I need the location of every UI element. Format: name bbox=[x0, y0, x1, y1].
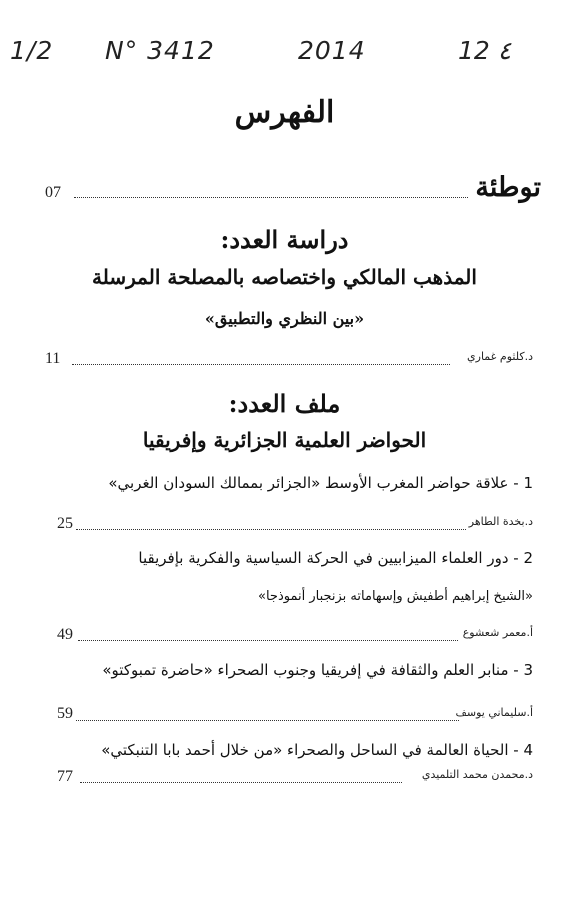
handwritten-number: N° 3412 bbox=[105, 36, 215, 65]
study-author: د.كلثوم غماري bbox=[467, 350, 533, 363]
dossier-entry-1-author: د.بخدة الطاهر bbox=[468, 515, 533, 528]
intro-leader bbox=[74, 197, 468, 198]
dossier-entry-1-page-number: 25 bbox=[57, 515, 73, 532]
handwritten-issue-no: 12 ٤ bbox=[458, 36, 512, 65]
dossier-entry-1-leader bbox=[76, 529, 466, 530]
handwritten-year: 2014 bbox=[298, 36, 366, 65]
dossier-entry-4-title: 4 - الحياة العالمة في الساحل والصحراء «من خلال أحمد بابا التنبكتي» bbox=[101, 741, 533, 759]
dossier-section-label: ملف العدد: bbox=[228, 389, 341, 418]
dossier-entry-2-subtitle: «الشيخ إبراهيم أطفيش وإسهاماته بزنجبار أنموذجا» bbox=[258, 589, 533, 604]
dossier-entry-2-title: 2 - دور العلماء الميزابيين في الحركة السياسية والفكرية بإفريقيا bbox=[138, 549, 533, 567]
handwritten-issue-fraction: 1/2 bbox=[10, 36, 54, 65]
study-section-label: دراسة العدد: bbox=[220, 225, 349, 254]
study-subtitle: «بين النظري والتطبيق» bbox=[204, 309, 365, 328]
intro-page-number: 07 bbox=[45, 184, 61, 201]
study-page-number: 11 bbox=[45, 350, 61, 367]
page-title: الفهرس bbox=[234, 95, 335, 130]
study-title: المذهب المالكي واختصاصه بالمصلحة المرسلة bbox=[92, 265, 477, 289]
dossier-entry-3-author: أ.سليماني يوسف bbox=[455, 706, 533, 719]
dossier-entry-2-leader bbox=[78, 640, 458, 641]
dossier-entry-3-title: 3 - منابر العلم والثقافة في إفريقيا وجنوب الصحراء «حاضرة تمبوكتو» bbox=[102, 661, 533, 679]
dossier-entry-3-page-number: 59 bbox=[57, 705, 73, 722]
dossier-entry-1-title: 1 - علاقة حواضر المغرب الأوسط «الجزائر بممالك السودان الغربي» bbox=[108, 474, 533, 492]
intro-label: توطئة bbox=[475, 172, 541, 203]
dossier-title: الحواضر العلمية الجزائرية وإفريقيا bbox=[142, 428, 427, 452]
dossier-entry-2-page-number: 49 bbox=[57, 626, 73, 643]
dossier-entry-4-page-number: 77 bbox=[57, 768, 73, 785]
dossier-entry-4-author: د.محمدن محمد التلميدي bbox=[421, 768, 533, 781]
dossier-entry-3-leader bbox=[76, 720, 459, 721]
study-leader bbox=[72, 364, 450, 365]
dossier-entry-2-author: أ.معمر شعشوع bbox=[462, 626, 533, 639]
dossier-entry-4-leader bbox=[80, 782, 402, 783]
